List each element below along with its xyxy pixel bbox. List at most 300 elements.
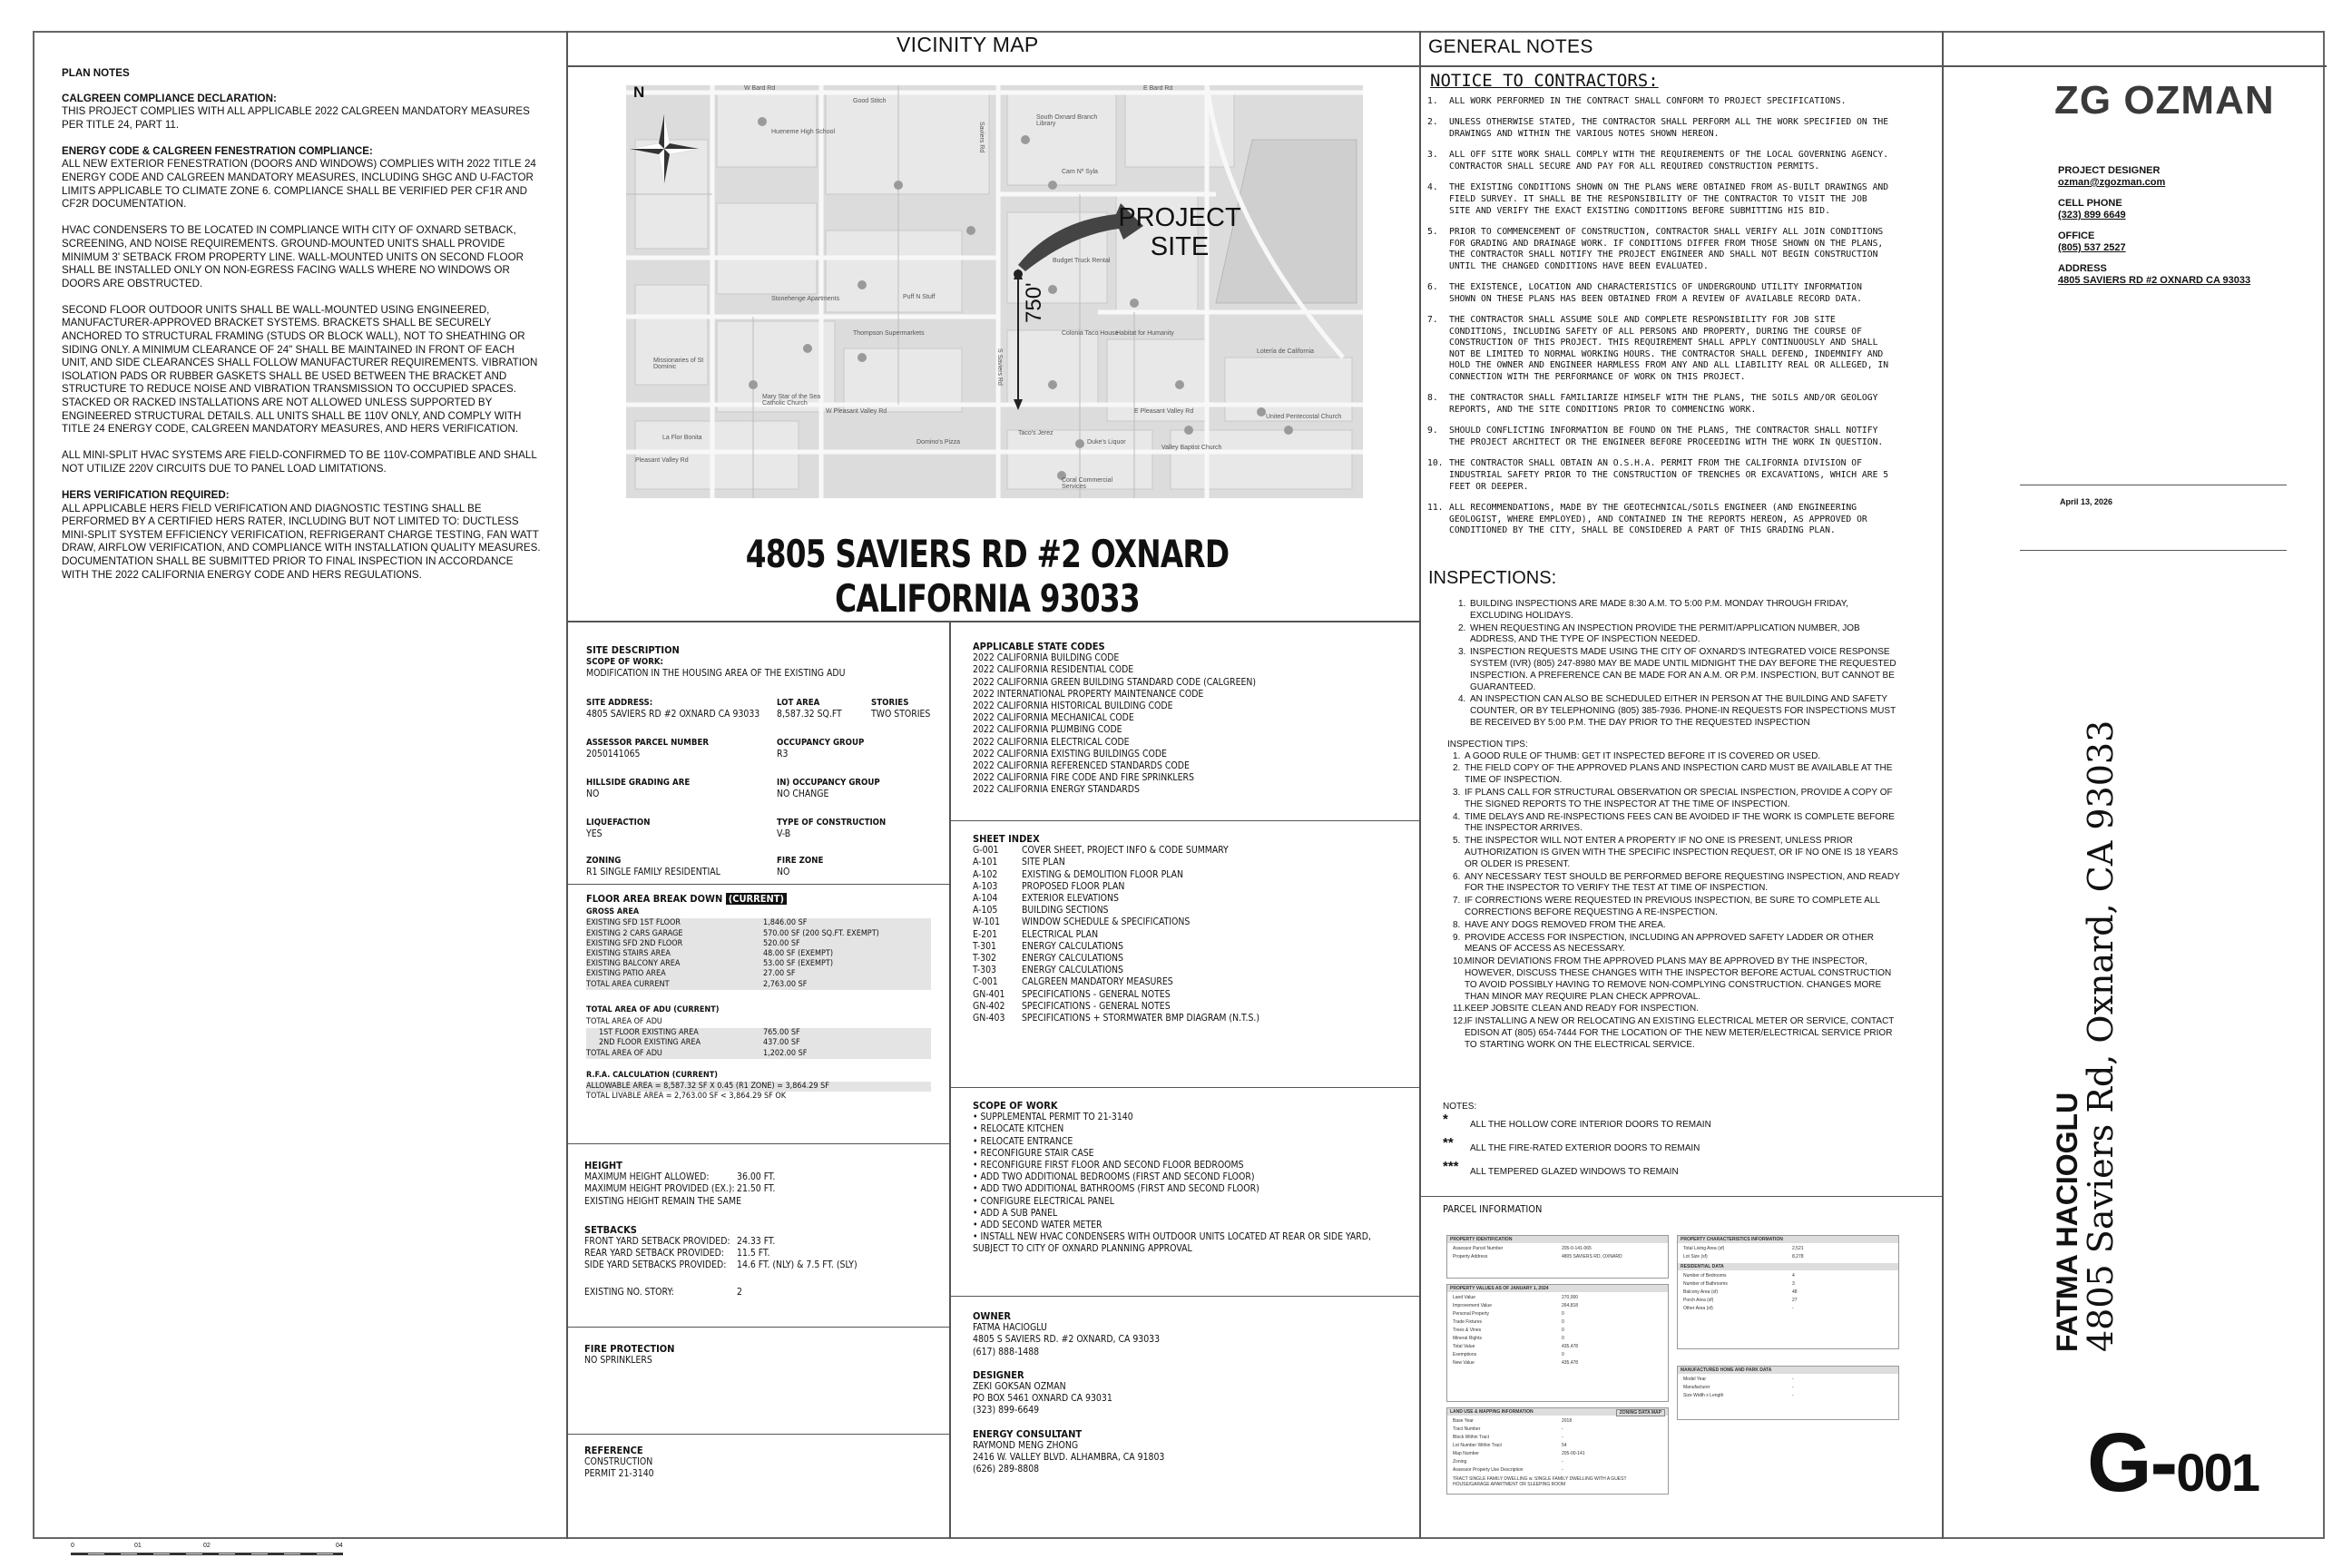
fire-protection-value: NO SPRINKLERS xyxy=(584,1355,652,1367)
project-address-banner: 4805 SAVIERS RD #2 OXNARD CALIFORNIA 93033 xyxy=(745,532,1230,621)
sheet-number xyxy=(2087,1416,2259,1511)
sheet-id: A-102 xyxy=(973,868,998,880)
plan-note-body: ALL MINI-SPLIT HVAC SYSTEMS ARE FIELD-CONFIRMED TO BE 110V-COMPATIBLE AND SHALL NOT UTILIZE 220V CIRCUITS DUE TO PANEL LOAD LIMITATIONS. xyxy=(62,449,537,475)
note-symbol: * xyxy=(1443,1112,1448,1127)
sheet-id: T-301 xyxy=(973,940,996,952)
parcel-value: - xyxy=(1562,1426,1563,1432)
inspection-tip xyxy=(1447,920,1901,932)
scope-title: SCOPE OF WORK xyxy=(973,1100,1058,1112)
designer-line: (323) 899-6649 xyxy=(973,1405,1040,1416)
map-label: Stonehenge Apartments xyxy=(771,296,840,302)
lot-area-label: LOT AREA xyxy=(777,698,820,708)
address-link[interactable]: 4805 SAVIERS RD #2 OXNARD CA 93033 xyxy=(2058,275,2251,286)
parcel-row xyxy=(1453,1310,1662,1318)
table-row xyxy=(584,1248,938,1259)
parcel-value: 264,818 xyxy=(1562,1303,1579,1308)
row-label: EXISTING 2 CARS GARAGE xyxy=(586,928,683,938)
parcel-key: Other Area (sf) xyxy=(1683,1306,1713,1311)
divider xyxy=(1419,31,1421,1539)
parcel-row xyxy=(1453,1434,1662,1442)
map-label: United Pentecostal Church xyxy=(1266,414,1342,420)
sheet-id: A-101 xyxy=(973,857,998,868)
liquefaction-value: YES xyxy=(586,828,603,840)
reference-line: PERMIT 21-3140 xyxy=(584,1468,654,1480)
row-value: 14.6 FT. (NLY) & 7.5 FT. (SLY) xyxy=(737,1259,858,1271)
general-note-number: 9. xyxy=(1427,426,1438,436)
divider xyxy=(1942,31,1944,1539)
general-note-item xyxy=(1427,96,1892,108)
parcel-value: 48 xyxy=(1792,1289,1798,1295)
sheet-desc: SPECIFICATIONS - GENERAL NOTES xyxy=(1022,1000,1171,1012)
general-note-text: SHOULD CONFLICTING INFORMATION BE FOUND ON THE PLANS, THE CONTRACTOR SHALL NOTIFY THE PROJECT ARCHITECT OR THE ENGINEER BEFORE PROCEEDING WITH THE WORK IN QUESTION. xyxy=(1449,426,1884,448)
general-note-text: UNLESS OTHERWISE STATED, THE CONTRACTOR SHALL PERFORM ALL THE WORK SPECIFIED ON THE DRAWINGS AND WITHIN THE VARIOUS NOTES SHOWN HEREON. xyxy=(1449,117,1889,139)
construction-type xyxy=(777,817,913,840)
parcel-row xyxy=(1453,1245,1662,1253)
inspections-list xyxy=(1447,599,1901,1052)
energy-title: ENERGY CONSULTANT xyxy=(973,1427,1083,1440)
parcel-row xyxy=(1683,1384,1893,1392)
designer-label: PROJECT DESIGNER xyxy=(2058,165,2161,176)
parcel-key: Exemptions xyxy=(1453,1352,1477,1357)
plan-note-body: ALL NEW EXTERIOR FENESTRATION (DOORS AND WINDOWS) COMPLIES WITH 2022 TITLE 24 ENERGY CODE AND CALGREEN MANDATORY MEASURES, INCLUDING SHGC AND U-FACTOR LIMITS APPLICABLE TO CLIMATE ZONE 6. COMPLIANCE SHALL BE VERIFIED PER CF1R AND CF2R DOCUMENTATION. xyxy=(62,158,536,211)
hillside xyxy=(586,777,768,800)
tip-text: IF INSTALLING A NEW OR RELOCATING AN EXISTING ELECTRICAL METER OR SERVICE, CONTACT EDISON AT (805) 654-7444 FOR THE LOCATION OF THE NEW METER/ELECTRICAL SERVICE PRIOR TO STARTING WORK ON THE ELECTRICAL SERVICE. xyxy=(1465,1016,1895,1050)
general-note-text: ALL WORK PERFORMED IN THE CONTRACT SHALL CONFORM TO PROJECT SPECIFICATIONS. xyxy=(1449,96,1847,106)
map-label: Coral Commercial Services xyxy=(1062,477,1113,490)
row-value: 765.00 SF xyxy=(763,1028,800,1038)
parcel-value: - xyxy=(1792,1377,1794,1382)
parcel-key: Lot Size (sf) xyxy=(1683,1254,1708,1259)
plan-note-body: HVAC CONDENSERS TO BE LOCATED IN COMPLIANCE WITH CITY OF OXNARD SETBACK, SCREENING, AND NOISE REQUIREMENTS. GROUND-MOUNTED UNITS SHALL PROVIDE MINIMUM 3' SETBACK FROM PROPERTY LINE. WALL-MOUNTED UNITS ON SECOND FLOOR SHALL BE INSTALLED ONLY ON NON-EGRESS FACING WALLS WHERE NO WINDOWS OR DOORS ARE OBSTRUCTED. xyxy=(62,224,524,289)
table-row xyxy=(584,1287,938,1298)
cell-label: CELL PHONE xyxy=(2058,198,2122,209)
parcel-value: - xyxy=(1562,1435,1563,1440)
row-label: MAXIMUM HEIGHT PROVIDED (EX.): xyxy=(584,1183,735,1195)
parcel-value: 0 xyxy=(1562,1328,1564,1333)
scope-list xyxy=(973,1112,1408,1255)
sheet-desc: CALGREEN MANDATORY MEASURES xyxy=(1022,976,1173,988)
divider xyxy=(568,1327,949,1328)
code-item: 2022 CALIFORNIA ELECTRICAL CODE xyxy=(973,736,1130,748)
general-note-number: 8. xyxy=(1427,393,1438,404)
table-row xyxy=(584,1259,938,1271)
project-site-label-line: PROJECT xyxy=(1118,203,1241,232)
scope-item: • RECONFIGURE STAIR CASE xyxy=(973,1147,1094,1159)
adu-subtitle: TOTAL AREA OF ADU xyxy=(586,1016,662,1026)
row-label: REAR YARD SETBACK PROVIDED: xyxy=(584,1248,724,1259)
applicable-codes xyxy=(973,641,1399,797)
construction-type-value: V-B xyxy=(777,828,791,840)
general-note-item xyxy=(1427,150,1892,172)
owner-address: 4805 Saviers Rd, Oxnard, CA 93033 xyxy=(2081,720,2121,1352)
scope-item: • ADD A SUB PANEL xyxy=(973,1207,1058,1219)
site-address-label: SITE ADDRESS: xyxy=(586,698,653,708)
map-label: Valley Baptist Church xyxy=(1161,445,1222,451)
plan-notes-title: PLAN NOTES xyxy=(62,67,130,79)
sheet-index xyxy=(973,833,1399,1024)
parcel-value: - xyxy=(1792,1385,1794,1390)
row-value: 36.00 FT. xyxy=(737,1171,776,1183)
code-item: 2022 CALIFORNIA GREEN BUILDING STANDARD CODE (CALGREEN) xyxy=(973,676,1257,688)
tip-number: 4. xyxy=(1453,811,1461,822)
codes-list xyxy=(973,652,1399,796)
parcel-key: Number of Bedrooms xyxy=(1683,1273,1727,1279)
general-note-item xyxy=(1427,503,1892,537)
scope-item: • ADD TWO ADDITIONAL BATHROOMS (FIRST AND SECOND FLOOR) xyxy=(973,1183,1259,1195)
tip-text: IF CORRECTIONS WERE REQUESTED IN PREVIOUS INSPECTION, BE SURE TO COMPLETE ALL CORRECTIONS BEFORE REQUESTING A RE-INSPECTION. xyxy=(1465,896,1880,917)
code-item: 2022 CALIFORNIA RESIDENTIAL CODE xyxy=(973,664,1134,676)
parcel-row xyxy=(1453,1351,1662,1359)
inspection-text: AN INSPECTION CAN ALSO BE SCHEDULED EITHER IN PERSON AT THE BUILDING AND SAFETY COUNTER, OR BY TELEPHONING (805) 385-7936. PHONE-IN REQUESTS FOR INSPECTIONS MUST BE RECEIVED BY 5:00 P.M. THE DAY PRIOR TO THE REQUESTED INSPECTION xyxy=(1470,694,1896,728)
row-value: 437.00 SF xyxy=(763,1038,800,1048)
map-label: Hueneme High School xyxy=(771,129,836,135)
inspection-text: BUILDING INSPECTIONS ARE MADE 8:30 A.M. TO 5:00 P.M. MONDAY THROUGH FRIDAY, EXCLUDING HOLIDAYS. xyxy=(1470,599,1848,621)
inspection-number: 1. xyxy=(1458,599,1466,609)
sheet-id: G-001 xyxy=(973,845,999,857)
sheet-index-row xyxy=(973,916,1399,928)
general-note-item xyxy=(1427,282,1892,305)
general-note-number: 4. xyxy=(1427,182,1438,193)
energy-line: RAYMOND MENG ZHONG xyxy=(973,1439,1079,1451)
parcel-key: Personal Property xyxy=(1453,1311,1490,1317)
parcel-row xyxy=(1683,1280,1893,1289)
map-label: Saviers Rd xyxy=(978,122,985,153)
map-label: Domino's Pizza xyxy=(916,439,961,446)
row-label: 1ST FLOOR EXISTING AREA xyxy=(599,1028,699,1038)
sheet-desc: SITE PLAN xyxy=(1022,857,1065,868)
parcel-footer: TRACT SINGLE FAMILY DWELLING w. SINGLE FAMILY DWELLING WITH A GUEST HOUSE/GARAGE APARTMENT OR SLEEPING ROOM xyxy=(1453,1476,1627,1487)
sheet-id: T-303 xyxy=(973,965,996,976)
parcel-row xyxy=(1683,1289,1893,1297)
parcel-key: Base Year xyxy=(1453,1418,1474,1424)
map-label: E Bard Rd xyxy=(1143,85,1173,92)
sheet-id: E-201 xyxy=(973,928,998,940)
parcel-value: 270,000 xyxy=(1562,1295,1579,1300)
divider xyxy=(951,1296,1419,1297)
office-phone-link[interactable]: (805) 537 2527 xyxy=(2058,242,2126,253)
row-value: 21.50 FT. xyxy=(737,1183,776,1195)
owner-line: 4805 S SAVIERS RD. #2 OXNARD, CA 93033 xyxy=(973,1334,1161,1346)
site-description-title: SITE DESCRIPTION xyxy=(586,644,680,656)
notes-title: NOTES: xyxy=(1443,1102,1477,1112)
code-item: 2022 CALIFORNIA EXISTING BUILDINGS CODE xyxy=(973,748,1167,760)
parcel-key: Size Width x Length xyxy=(1683,1393,1724,1398)
scope-item: • INSTALL NEW HVAC CONDENSERS WITH OUTDOOR UNITS LOCATED AT REAR OR SIDE YARD, SUBJECT TO CITY OF OXNARD PLANNING APPROVAL xyxy=(973,1231,1371,1255)
tip-number: 7. xyxy=(1453,896,1461,906)
code-item: 2022 CALIFORNIA ENERGY STANDARDS xyxy=(973,784,1140,796)
hillside-label: HILLSIDE GRADING ARE xyxy=(586,778,691,788)
zoning xyxy=(586,855,768,878)
parcel-value: 0 xyxy=(1562,1336,1564,1341)
energy-line: 2416 W. VALLEY BLVD. ALHAMBRA, CA 91803 xyxy=(973,1452,1165,1464)
owner-vertical xyxy=(2051,720,2121,1352)
row-label: SIDE YARD SETBACKS PROVIDED: xyxy=(584,1259,727,1271)
parcel-value: 0 xyxy=(1562,1352,1564,1357)
scale-bar xyxy=(71,1543,343,1566)
map-label: Cam Nº Syla xyxy=(1062,169,1098,175)
map-label: Puff N Stuff xyxy=(903,294,936,300)
parcel-row xyxy=(1453,1466,1662,1475)
map-label: Lotería de California xyxy=(1257,348,1315,355)
parcel-key: Trees & Vines xyxy=(1453,1328,1482,1333)
parcel-value: 54 xyxy=(1562,1443,1567,1448)
divider xyxy=(568,884,949,885)
divider xyxy=(951,820,1419,821)
general-note-text: ALL OFF SITE WORK SHALL COMPLY WITH THE REQUIREMENTS OF THE LOCAL GOVERNING AGENCY. CONTRACTOR SHALL SECURE AND PAY FOR ALL REQUIRED CONSTRUCTION PERMITS. xyxy=(1449,150,1889,172)
floor-area-breakdown xyxy=(586,893,931,1102)
sheet-desc: ENERGY CALCULATIONS xyxy=(1022,953,1123,965)
row-value: 570.00 SF (200 SQ.FT. EXEMPT) xyxy=(763,928,879,938)
title-block-contacts xyxy=(2058,165,2250,287)
scope-item: • RELOCATE KITCHEN xyxy=(973,1123,1064,1135)
plan-note-heading: CALGREEN COMPLIANCE DECLARATION: xyxy=(62,92,277,104)
parcel-value: - xyxy=(1562,1459,1563,1465)
designer-line: ZEKI GOKSAN OZMAN xyxy=(973,1381,1066,1393)
scope-item: • RELOCATE ENTRANCE xyxy=(973,1135,1073,1147)
table-row xyxy=(586,1038,931,1048)
general-note-text: THE EXISTING CONDITIONS SHOWN ON THE PLANS WERE OBTAINED FROM AS-BUILT DRAWINGS AND FIELD SURVEY. IT SHALL BE THE RESPONSIBILITY OF THE CONTRACTOR TO VISIT THE JOB SITE AND VERIFY THE EXACT EXISTING CONDITIONS BEFORE SUBMITTING HIS BID. xyxy=(1449,182,1889,216)
contacts xyxy=(973,1310,1399,1475)
general-note-number: 11. xyxy=(1427,503,1444,513)
parcel-key: Number of Bathrooms xyxy=(1683,1281,1728,1287)
reference-line: CONSTRUCTION xyxy=(584,1456,653,1468)
divider xyxy=(566,65,2327,67)
sheet-index-title: SHEET INDEX xyxy=(973,833,1040,845)
sheet-index-row xyxy=(973,1001,1399,1013)
map-label: Habitat for Humanity xyxy=(1116,330,1174,337)
apn xyxy=(586,737,768,760)
parcel-key: Total Value xyxy=(1453,1344,1475,1349)
table-row xyxy=(586,949,931,959)
general-note-item xyxy=(1427,182,1892,217)
in-occupancy-value: NO CHANGE xyxy=(777,789,829,800)
plan-note xyxy=(62,145,541,211)
general-note-number: 7. xyxy=(1427,315,1438,326)
parcel-value: 4 xyxy=(1792,1273,1795,1279)
sheet-id: A-103 xyxy=(973,880,998,892)
liquefaction xyxy=(586,817,768,840)
row-label: EXISTING SFD 2ND FLOOR xyxy=(586,938,683,948)
parcel-row xyxy=(1683,1297,1893,1305)
inspection-item xyxy=(1447,694,1901,729)
far-line: TOTAL LIVABLE AREA = 2,763.00 SF < 3,864.29 SF OK xyxy=(586,1092,787,1102)
row-value: 24.33 FT. xyxy=(737,1236,776,1248)
parcel-value: 0 xyxy=(1562,1311,1564,1317)
parcel-value: 3 xyxy=(1792,1281,1795,1287)
general-note-number: 2. xyxy=(1427,117,1438,128)
parcel-value: 4805 SAVIERS RD, OXNARD xyxy=(1562,1254,1622,1259)
parcel-row xyxy=(1453,1426,1662,1434)
sheet-index-row xyxy=(973,953,1399,965)
parcel-row xyxy=(1453,1442,1662,1450)
sheet-list xyxy=(973,845,1399,1024)
inspection-tip xyxy=(1447,872,1901,896)
parcel-row xyxy=(1453,1450,1662,1458)
tip-number: 6. xyxy=(1453,871,1461,882)
code-item: 2022 CALIFORNIA BUILDING CODE xyxy=(973,652,1120,664)
parcel-key: Assessor Property Use Description xyxy=(1453,1467,1524,1473)
general-note-item xyxy=(1427,315,1892,384)
inspection-item xyxy=(1447,623,1901,647)
parcel-key: Land Value xyxy=(1453,1295,1475,1300)
parcel-key: Zoning xyxy=(1453,1459,1467,1465)
row-value: 11.5 FT. xyxy=(737,1248,770,1259)
row-value: 520.00 SF xyxy=(763,938,800,948)
scope-of-work xyxy=(973,1100,1408,1256)
parcel-row xyxy=(1453,1294,1662,1302)
fire-protection-title: FIRE PROTECTION xyxy=(584,1343,675,1355)
zoning-map-link[interactable]: ZONING DATA MAP xyxy=(1616,1409,1665,1416)
tips-title: INSPECTION TIPS: xyxy=(1447,739,1528,750)
inspection-tip xyxy=(1447,896,1901,919)
designer-email-link[interactable]: ozman@zgozman.com xyxy=(2058,177,2166,188)
code-item: 2022 CALIFORNIA MECHANICAL CODE xyxy=(973,712,1134,724)
parcel-section-head: LAND USE & MAPPING INFORMATION xyxy=(1450,1409,1534,1415)
sheet-desc: EXTERIOR ELEVATIONS xyxy=(1022,893,1119,905)
general-note-text: THE CONTRACTOR SHALL FAMILIARIZE HIMSELF WITH THE PLANS, THE SOILS AND/OR GEOLOGY REPORTS, AND THE SITE CONDITIONS PRIOR TO COMMENCING WORK. xyxy=(1449,393,1878,416)
table-row xyxy=(586,980,931,990)
sheet-desc: PROPOSED FLOOR PLAN xyxy=(1022,880,1125,892)
map-label: Missionaries of St Dominic xyxy=(653,358,704,370)
scale-label: 04 xyxy=(336,1543,343,1549)
divider xyxy=(2020,550,2287,551)
row-label: EXISTING BALCONY AREA xyxy=(586,959,681,969)
parcel-row xyxy=(1683,1245,1893,1253)
sheet-id: GN-401 xyxy=(973,988,1005,1000)
parcel-section-head: PROPERTY IDENTIFICATION xyxy=(1447,1236,1668,1243)
inspection-tip xyxy=(1447,933,1901,956)
height-section xyxy=(584,1160,938,1298)
sheet-index-row xyxy=(973,905,1399,916)
parcel-value: 205-0-141-065 xyxy=(1562,1246,1592,1251)
project-site-label-line: SITE xyxy=(1150,232,1210,261)
sheet-id: C-001 xyxy=(973,976,998,988)
parcel-section-head: MANUFACTURED HOME AND PARK DATA xyxy=(1678,1367,1898,1374)
general-note-number: 3. xyxy=(1427,150,1438,161)
occupancy-label: OCCUPANCY GROUP xyxy=(777,738,865,748)
inspection-tip xyxy=(1447,812,1901,836)
inspection-tip xyxy=(1447,956,1901,1003)
tip-number: 5. xyxy=(1453,836,1461,847)
plan-note-heading: HERS VERIFICATION REQUIRED: xyxy=(62,488,230,501)
sheet-desc: COVER SHEET, PROJECT INFO & CODE SUMMARY xyxy=(1022,845,1229,857)
map-label: S Saviers Rd xyxy=(996,348,1003,386)
parcel-section-head: PROPERTY CHARACTERISTICS INFORMATION xyxy=(1678,1236,1898,1243)
plan-note xyxy=(62,93,541,132)
tip-text: HAVE ANY DOGS REMOVED FROM THE AREA. xyxy=(1465,919,1666,930)
office-label: OFFICE xyxy=(2058,230,2095,241)
parcel-key: Assessor Parcel Number xyxy=(1453,1246,1504,1251)
door-notes xyxy=(1443,1102,1896,1178)
map-label: Thompson Supermarkets xyxy=(853,330,925,337)
stories xyxy=(871,697,949,720)
sheet-id: W-101 xyxy=(973,916,1001,928)
inspection-number: 4. xyxy=(1458,694,1466,705)
code-item: 2022 CALIFORNIA PLUMBING CODE xyxy=(973,724,1122,736)
parcel-key: Tract Number xyxy=(1453,1426,1481,1432)
inspection-tip xyxy=(1447,836,1901,870)
firm-logo-name: ZG OZMAN xyxy=(2054,78,2275,122)
code-item: 2022 CALIFORNIA HISTORICAL BUILDING CODE xyxy=(973,701,1173,712)
tip-text: IF PLANS CALL FOR STRUCTURAL OBSERVATION OR SPECIAL INSPECTION, PROVIDE A COPY OF THE SIGNED REPORTS TO THE INSPECTOR AT THE TIME OF INSPECTION. xyxy=(1465,787,1893,809)
row-label: EXISTING NO. STORY: xyxy=(584,1286,674,1298)
note-text: ALL TEMPERED GLAZED WINDOWS TO REMAIN xyxy=(1470,1167,1679,1177)
owner-title: OWNER xyxy=(973,1310,1011,1322)
map-label: La Flor Bonita xyxy=(662,435,702,441)
sheet-id: A-104 xyxy=(973,893,998,905)
lot-area xyxy=(777,697,867,720)
general-note-text: THE CONTRACTOR SHALL OBTAIN AN O.S.H.A. PERMIT FROM THE CALIFORNIA DIVISION OF INDUSTRIAL SAFETY PRIOR TO THE CONSTRUCTION OF TRENCHES OR EXCAVATIONS, WHICH ARE 5 FEET OR DEEPER. xyxy=(1449,458,1889,492)
table-row xyxy=(586,939,931,949)
hillside-value: NO xyxy=(586,789,600,800)
divider xyxy=(949,621,951,1539)
sheet-index-row xyxy=(973,989,1399,1001)
scope-item: • ADD TWO ADDITIONAL BEDROOMS (FIRST AND SECOND FLOOR) xyxy=(973,1171,1255,1183)
plan-note-body: THIS PROJECT COMPLIES WITH ALL APPLICABLE 2022 CALGREEN MANDATORY MEASURES PER TITLE 24, PART 11. xyxy=(62,105,530,131)
reference-title: REFERENCE xyxy=(584,1445,643,1456)
parcel-value: 2018 xyxy=(1562,1418,1573,1424)
parcel-key: Model Year xyxy=(1683,1377,1707,1382)
parcel-key: Balcony Area (sf) xyxy=(1683,1289,1719,1295)
general-note-text: THE CONTRACTOR SHALL ASSUME SOLE AND COMPLETE RESPONSIBILITY FOR JOB SITE CONDITIONS, INCLUDING SAFETY OF ALL PERSONS AND PROPERTY, DURING THE COURSE OF CONSTRUCTION OF THIS PROJECT. THIS REQUIREMENT SHALL APPLY CONTINUOUSLY AND SHALL NOT BE LIMITED TO NORMAL WORKING HOURS. THE CONTRACTOR SHALL DEFEND, INDEMNIFY AND HOLD THE OWNER AND ENGINEER HARMLESS FROM ANY AND ALL LIABILITY REAL OR ALLEGED, IN CONNECTION WITH THE PERFORMANCE OF WORK ON THIS PROJECT. xyxy=(1449,315,1889,383)
stories-label: STORIES xyxy=(871,698,909,708)
map-label: Duke's Liquor xyxy=(1087,439,1126,446)
inspection-item xyxy=(1447,647,1901,693)
table-row xyxy=(586,1049,931,1059)
sheet-index-row xyxy=(973,929,1399,941)
scope-item: • RECONFIGURE FIRST FLOOR AND SECOND FLOOR BEDROOMS xyxy=(973,1160,1244,1171)
in-occupancy-label: IN) OCCUPANCY GROUP xyxy=(777,778,880,788)
map-label: Taco's Jerez xyxy=(1018,430,1054,436)
table-row xyxy=(586,918,931,928)
parcel-row xyxy=(1683,1305,1893,1313)
setbacks-title: SETBACKS xyxy=(584,1223,637,1236)
map-label: South Oxnard Branch Library xyxy=(1036,114,1098,127)
row-label: MAXIMUM HEIGHT ALLOWED: xyxy=(584,1171,710,1183)
cell-phone-link[interactable]: (323) 899 6649 xyxy=(2058,210,2126,220)
tip-number: 1. xyxy=(1453,750,1461,761)
tip-number: 3. xyxy=(1453,787,1461,798)
vicinity-title: VICINITY MAP xyxy=(897,33,1039,56)
floor-area-tag: (CURRENT) xyxy=(726,893,787,905)
scale-label: 02 xyxy=(203,1543,211,1549)
parcel-key: Total Living Area (sf) xyxy=(1683,1246,1725,1251)
parcel-key: New Value xyxy=(1453,1360,1475,1366)
parcel-row xyxy=(1453,1343,1662,1351)
far-line: ALLOWABLE AREA = 8,587.32 SF X 0.45 (R1 ZONE) = 3,864.29 SF xyxy=(586,1082,931,1092)
map-label: Budget Truck Rental xyxy=(1053,258,1111,264)
map-label: W Bard Rd xyxy=(744,85,776,92)
height-title: HEIGHT xyxy=(584,1160,622,1171)
parcel-row xyxy=(1453,1318,1662,1327)
vicinity-map[interactable] xyxy=(626,85,1363,498)
plan-note-body: SECOND FLOOR OUTDOOR UNITS SHALL BE WALL-MOUNTED USING ENGINEERED, MANUFACTURER-APPROVED BRACKET SYSTEMS. BRACKETS SHALL BE SECURELY ANCHORED TO STRUCTURAL FRAMING (STUDS OR BLOCK WALL), NOT TO SHEATHING OR SIDING ONLY. A MINIMUM CLEARANCE OF 24" SHALL BE MAINTAINED IN FRONT OF EACH UNIT, AND SIDE CLEARANCES SHALL FOLLOW MANUFACTURER REQUIREMENTS. VIBRATION ISOLATION PADS OR RUBBER GASKETS SHALL BE USED BETWEEN THE BRACKET AND STRUCTURE TO REDUCE NOISE AND VIBRATION TRANSMISSION TO OCCUPIED SPACES. STACKED OR RACKED INSTALLATIONS ARE NOT ALLOWED UNLESS SUPPORTED BY ENGINEERED STRUCTURAL DETAILS. ALL UNITS SHALL BE 110V ONLY, AND COMPLY WITH TITLE 24 ENERGY CODE, CALGREEN MANDATORY MEASURES, AND HERS VERIFICATION. xyxy=(62,303,538,436)
tip-number: 10. xyxy=(1453,956,1465,967)
designer-line: PO BOX 5461 OXNARD CA 93031 xyxy=(973,1393,1112,1405)
general-notes-list xyxy=(1427,96,1892,547)
general-note-text: ALL RECOMMENDATIONS, MADE BY THE GEOTECHNICAL/SOILS ENGINEER (AND ENGINEERING GEOLOGIST, WHERE EMPLOYED), AND CONTAINED IN THE REPORTS HEREON, AS APPROVED OR CONDITIONED BY THE CITY, SHALL BE CONSIDERED A PART OF THIS GRADING PLAN. xyxy=(1449,503,1867,536)
parcel-key: Mineral Rights xyxy=(1453,1336,1482,1341)
row-value: 1,202.00 SF xyxy=(763,1048,808,1058)
tip-text: A GOOD RULE OF THUMB: GET IT INSPECTED BEFORE IT IS COVERED OR USED. xyxy=(1465,750,1821,761)
code-item: 2022 CALIFORNIA REFERENCED STANDARDS CODE xyxy=(973,760,1190,772)
note-symbol: *** xyxy=(1443,1159,1459,1174)
parcel-row xyxy=(1453,1327,1662,1335)
parcel-value: 2,521 xyxy=(1792,1246,1804,1251)
zoning-label: ZONING xyxy=(586,856,622,866)
row-value: 53.00 SF (EXEMPT) xyxy=(763,959,834,969)
sheet-prefix: G- xyxy=(2087,1416,2177,1509)
